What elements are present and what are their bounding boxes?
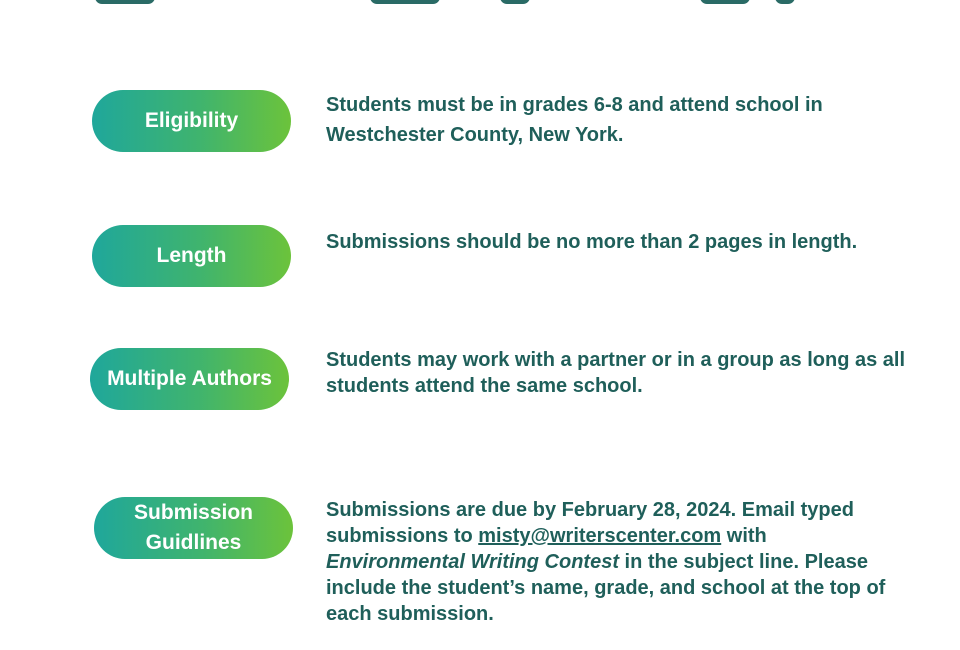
submission-guidelines-text	[326, 497, 886, 627]
submission-text-part2: with	[721, 525, 767, 547]
submission-text-part1: Submissions are due by February 28, 2024. Email typed submissions to	[326, 499, 854, 547]
cropped-heading	[0, 0, 960, 8]
multiple-authors-pill	[90, 348, 289, 410]
length-label: Length	[156, 244, 227, 267]
multiple-authors-label: Multiple Authors	[107, 367, 272, 390]
submission-text-part3: in the subject line. Please include the student’s name, grade, and school at the top of each submission.	[326, 551, 886, 625]
email-link[interactable]: misty@writerscenter.com	[478, 525, 722, 547]
eligibility-label: Eligibility	[144, 109, 239, 132]
eligibility-pill	[92, 90, 291, 152]
length-pill	[92, 225, 291, 287]
submission-guidelines-pill	[94, 497, 293, 559]
submission-guidelines-label-line2: Guidlines	[145, 531, 242, 554]
length-text: Submissions should be no more than 2 pages in length.	[326, 231, 858, 253]
multiple-authors-text: Students may work with a partner or in a group as long as all students attend the same school.	[326, 349, 906, 397]
submission-guidelines-label-line1: Submission	[133, 501, 254, 524]
eligibility-text: Students must be in grades 6-8 and attend school in Westchester County, New York.	[326, 94, 823, 146]
contest-name: Environmental Writing Contest	[326, 551, 619, 573]
